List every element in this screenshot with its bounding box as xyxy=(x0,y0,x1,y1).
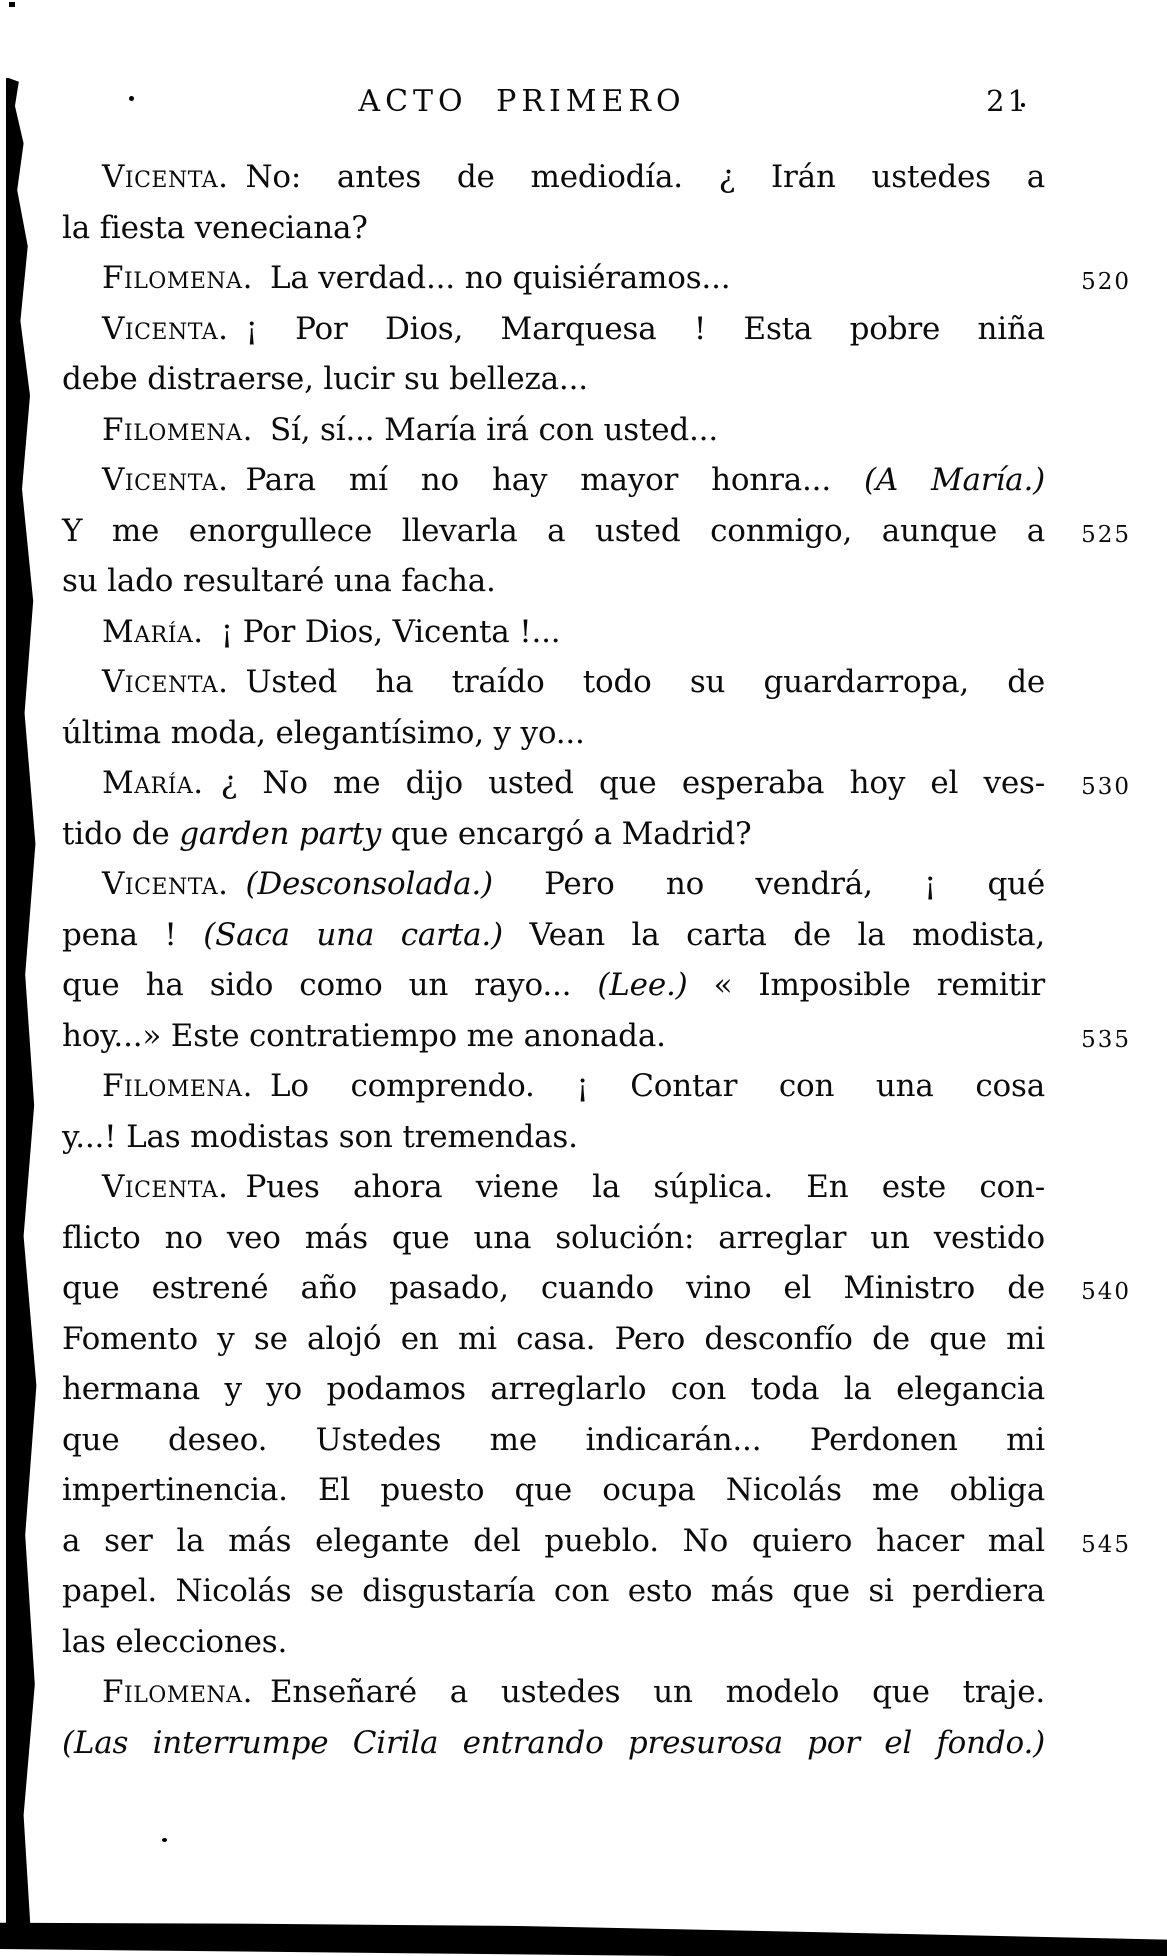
dialogue-text: Usted ha traído todo su guardarropa, de xyxy=(245,664,1045,700)
line-number: 540 xyxy=(1081,1279,1131,1305)
text-line xyxy=(62,1667,1045,1718)
speaker-name: Filomena. xyxy=(102,411,253,448)
text-line xyxy=(62,859,1045,910)
dialogue-text: a ser la más elegante del pueblo. No quiero hacer mal xyxy=(62,1522,1045,1559)
scan-speck xyxy=(9,2,15,7)
text-line xyxy=(62,405,1045,456)
dialogue-text: que estrené año pasado, cuando vino el Ministro de xyxy=(62,1270,1045,1306)
text-line xyxy=(62,657,1045,708)
running-header: ACTO PRIMERO xyxy=(358,84,686,119)
text-line xyxy=(62,910,1045,961)
text-line xyxy=(62,1162,1045,1213)
text-line xyxy=(62,1364,1045,1415)
stage-direction: (Desconsolada.) xyxy=(245,866,493,902)
speaker-name: Vicenta. xyxy=(102,1169,229,1205)
text-line xyxy=(62,1112,1045,1163)
dialogue-text: ¿ No me dijo usted que esperaba hoy el ves- xyxy=(220,765,1045,801)
scan-gutter-shadow xyxy=(6,78,38,1946)
speaker-name: Vicenta. xyxy=(102,159,229,195)
line-number: 530 xyxy=(1081,774,1131,800)
speaker-name: Vicenta. xyxy=(102,866,229,902)
page-number: 21 xyxy=(986,84,1029,118)
text-line xyxy=(62,304,1045,355)
line-number: 520 xyxy=(1081,269,1131,295)
dialogue-text: Lo comprendo. ¡ Contar con una cosa xyxy=(269,1068,1045,1104)
line-number: 535 xyxy=(1081,1026,1131,1053)
text-line xyxy=(62,253,1131,304)
dialogue-text: hoy...» Este contratiempo me anonada. xyxy=(62,1017,666,1054)
text-line xyxy=(62,1263,1131,1314)
text-line xyxy=(62,607,1045,658)
dialogue-text: que deseo. Ustedes me indicarán... Perdonen mi xyxy=(62,1421,1045,1458)
speaker-name: Vicenta. xyxy=(102,462,229,498)
text-line xyxy=(62,203,1045,254)
stage-direction: garden party xyxy=(179,815,382,852)
dialogue-text: papel. Nicolás se disgustaría con esto más que si perdiera xyxy=(62,1573,1045,1609)
text-line xyxy=(62,758,1131,809)
text-line xyxy=(62,708,1045,759)
text-line xyxy=(62,1314,1045,1365)
dialogue-text: Para mí no hay mayor honra... xyxy=(245,462,864,498)
scan-edge-bottom xyxy=(0,1915,1167,1956)
dialogue-text: hermana y yo podamos arreglarlo con toda la elegancia xyxy=(62,1371,1045,1407)
dialogue-text: la fiesta veneciana? xyxy=(62,209,368,246)
speaker-name: Filomena. xyxy=(102,1674,253,1710)
text-body xyxy=(62,152,1131,1768)
dialogue-text: Sí, sí... María irá con usted... xyxy=(269,411,718,448)
text-line xyxy=(62,506,1131,557)
dialogue-text: No: antes de mediodía. ¿ Irán ustedes a xyxy=(245,159,1045,195)
dialogue-text: pena ! xyxy=(62,916,204,953)
speaker-name: María. xyxy=(102,613,204,650)
dialogue-text: Y me enorgullece llevarla a usted conmigo, aunque a xyxy=(62,512,1045,549)
dialogue-text: Fomento y se alojó en mi casa. Pero desconfío de que mi xyxy=(62,1320,1045,1357)
line-number: 545 xyxy=(1081,1531,1131,1558)
stage-direction: (Lee.) xyxy=(597,967,688,1003)
dialogue-text: tido de xyxy=(62,815,180,852)
speaker-name: Filomena. xyxy=(102,260,253,296)
text-line xyxy=(62,1465,1045,1516)
dialogue-text: La verdad... no quisiéramos... xyxy=(269,260,731,296)
stage-direction: (Las interrumpe Cirila entrando presurosa por el fondo.) xyxy=(62,1724,1045,1761)
dialogue-text: ¡ Por Dios, Vicenta !... xyxy=(220,613,561,650)
stage-direction: (Saca una carta.) xyxy=(203,916,503,953)
dialogue-text: flicto no veo más que una solución: arreglar un vestido xyxy=(62,1219,1045,1256)
text-line xyxy=(62,354,1045,405)
text-line xyxy=(62,556,1045,607)
text-line xyxy=(62,809,1045,860)
dialogue-text: « Imposible remitir xyxy=(687,967,1045,1003)
speaker-name: Vicenta. xyxy=(102,310,229,347)
dialogue-text: que ha sido como un rayo... xyxy=(62,967,598,1003)
dialogue-text: que encargó a Madrid? xyxy=(381,815,752,852)
dialogue-text: debe distraerse, lucir su belleza... xyxy=(62,361,588,397)
text-line xyxy=(62,1718,1045,1769)
text-line xyxy=(62,1011,1131,1062)
dialogue-text: última moda, elegantísimo, y yo... xyxy=(62,714,585,751)
dialogue-text: Vean la carta de la modista, xyxy=(502,916,1046,953)
text-line xyxy=(62,1213,1045,1264)
scan-speck xyxy=(162,1838,167,1842)
text-line xyxy=(62,1415,1045,1466)
dialogue-text: las elecciones. xyxy=(62,1623,288,1660)
dialogue-text: su lado resultaré una facha. xyxy=(62,563,496,599)
speaker-name: Filomena. xyxy=(102,1068,253,1104)
stage-direction: (A María.) xyxy=(863,462,1045,498)
dialogue-text: y...! Las modistas son tremendas. xyxy=(62,1118,578,1155)
text-line xyxy=(62,1566,1045,1617)
text-line xyxy=(62,960,1045,1011)
text-line xyxy=(62,152,1045,203)
text-line xyxy=(62,1617,1045,1668)
speaker-name: María. xyxy=(102,765,204,801)
text-line xyxy=(62,1061,1045,1112)
text-line xyxy=(62,455,1045,506)
dialogue-text: impertinencia. El puesto que ocupa Nicolás me obliga xyxy=(62,1472,1045,1508)
dialogue-text: Pero no vendrá, ¡ qué xyxy=(492,866,1045,902)
speaker-name: Vicenta. xyxy=(102,664,229,700)
dialogue-text: ¡ Por Dios, Marquesa ! Esta pobre niña xyxy=(245,310,1045,347)
dialogue-text: Pues ahora viene la súplica. En este con- xyxy=(245,1169,1045,1205)
text-line xyxy=(62,1516,1131,1567)
dialogue-text: Enseñaré a ustedes un modelo que traje. xyxy=(269,1674,1045,1710)
line-number: 525 xyxy=(1081,521,1131,548)
